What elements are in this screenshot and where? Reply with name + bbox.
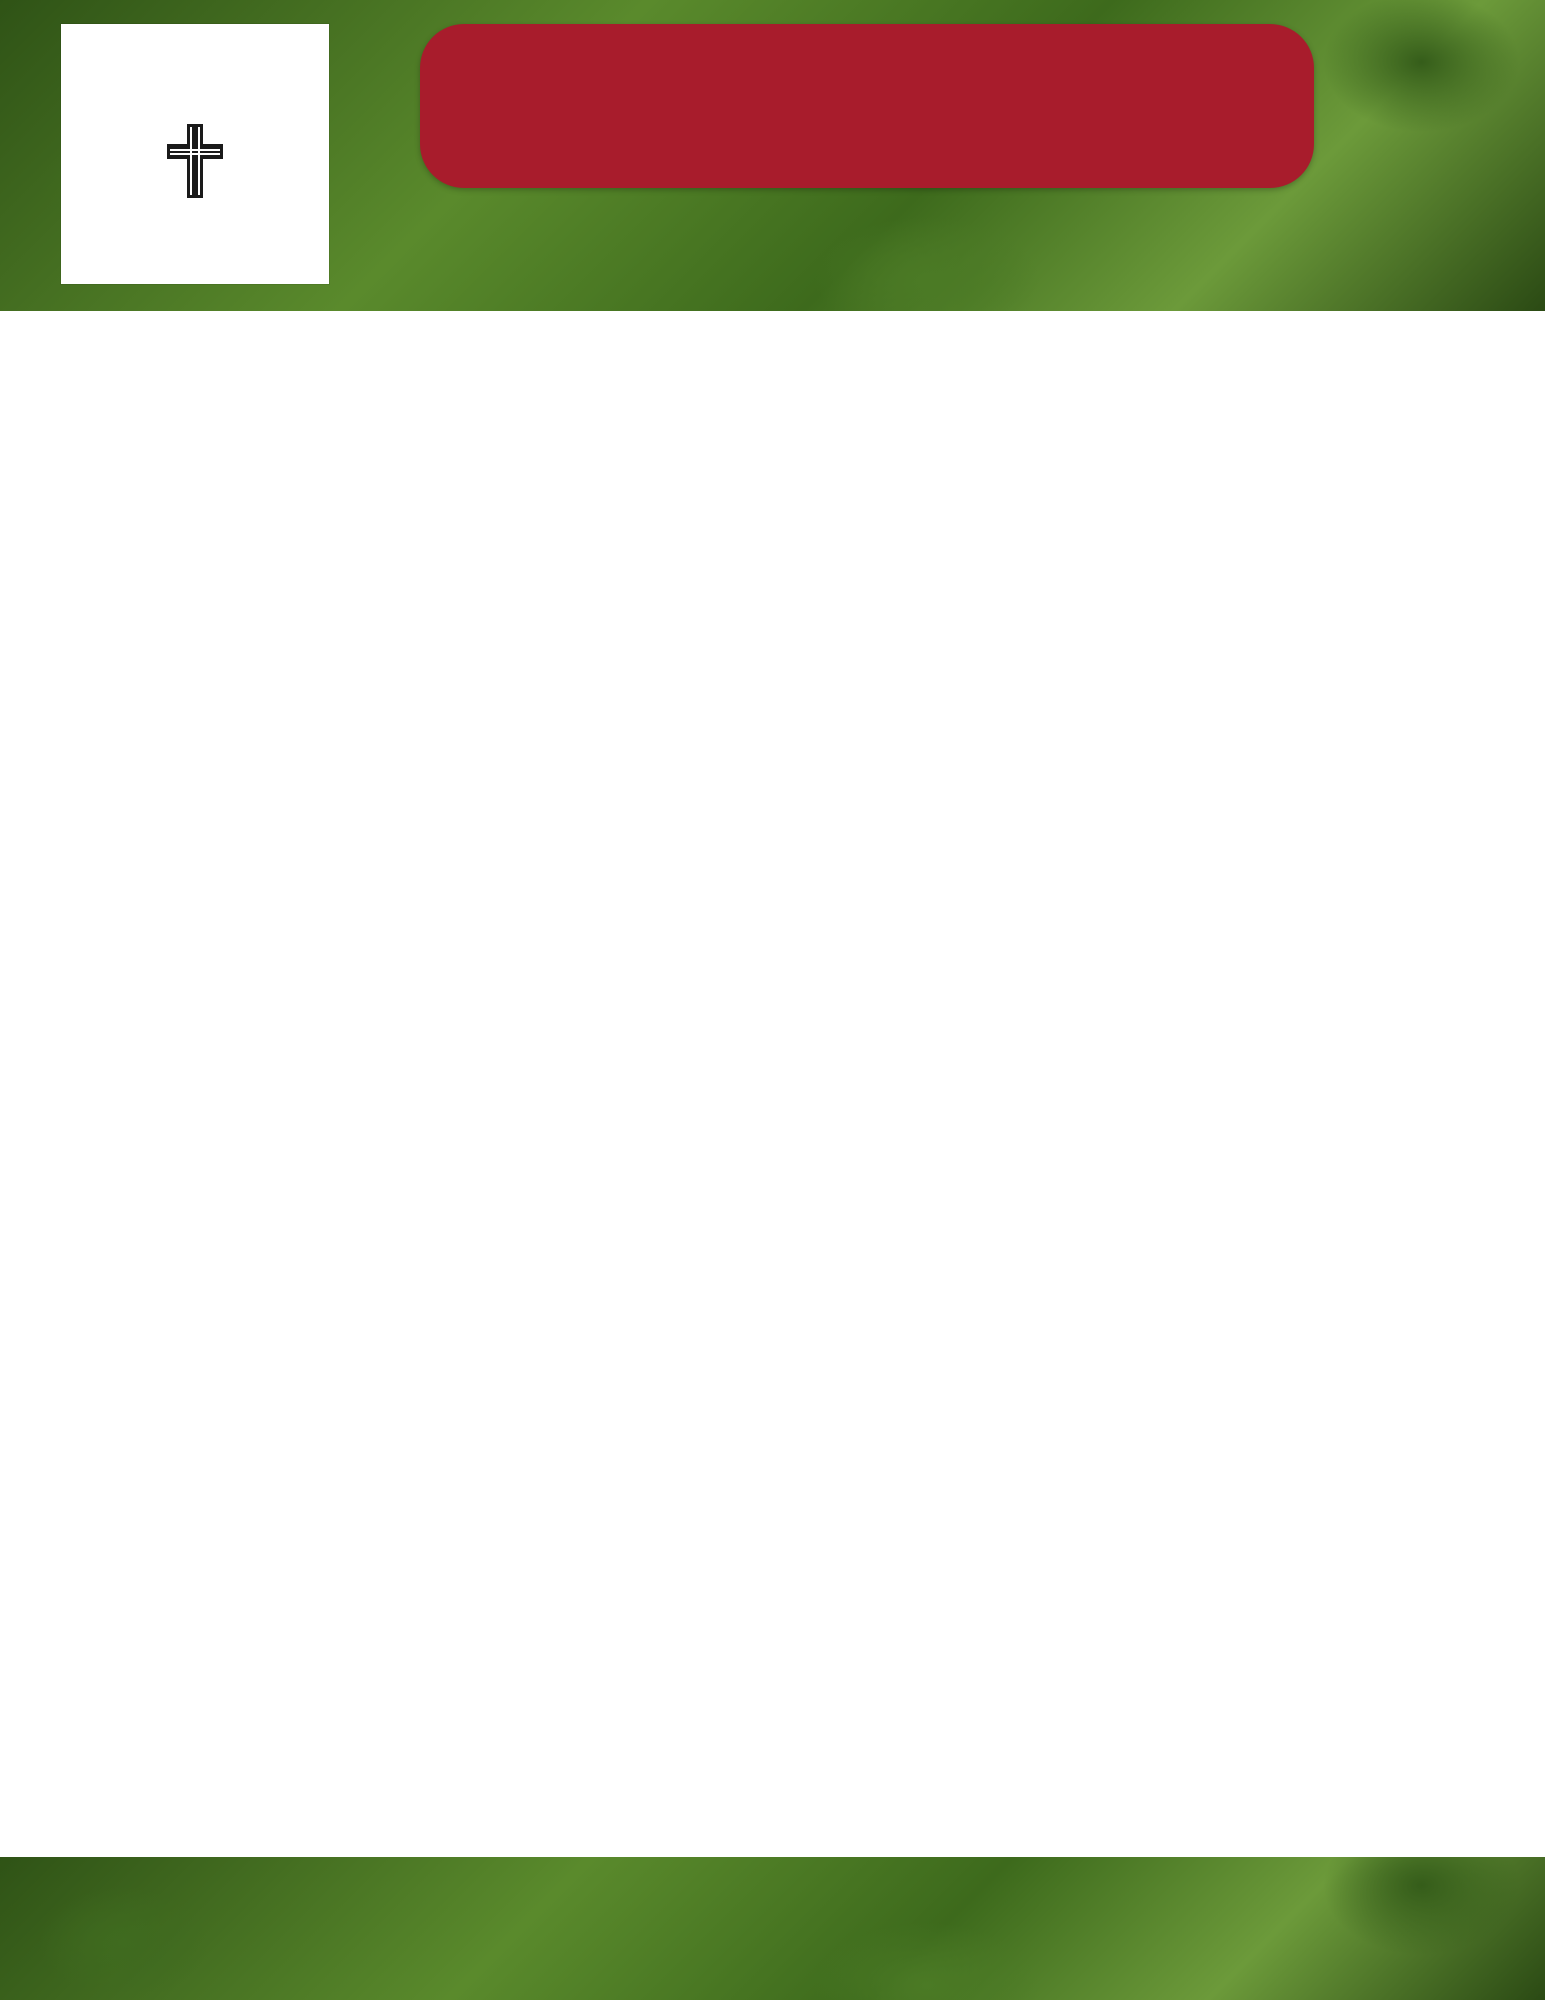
school-logo: [61, 24, 329, 284]
letter-body: [82, 334, 1482, 404]
footer-banner: [0, 1857, 1545, 2000]
daisy-background-image: [0, 1857, 1545, 2000]
page-title: [420, 24, 1314, 42]
event-title-banner: [420, 24, 1314, 188]
header-banner: [0, 0, 1545, 311]
cross-circle-logo-icon: [61, 24, 329, 284]
